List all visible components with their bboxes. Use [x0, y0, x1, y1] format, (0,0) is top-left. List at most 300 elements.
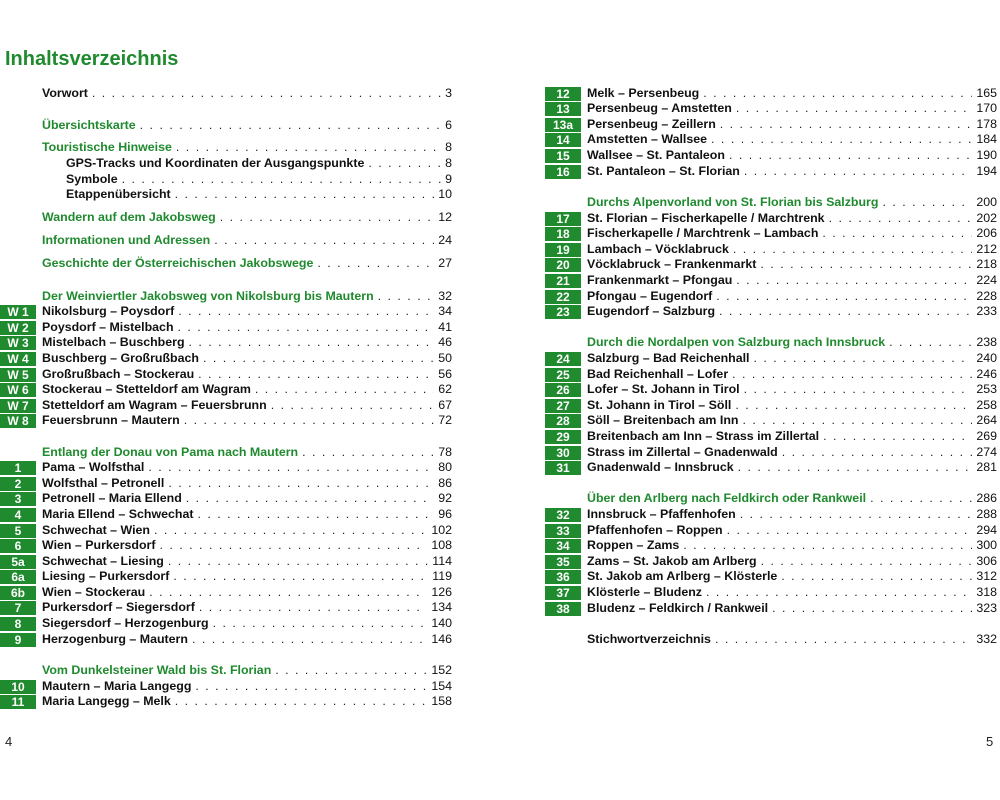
dot-leader	[889, 335, 972, 350]
toc-page-number: 78	[438, 445, 452, 459]
toc-entry	[0, 523, 452, 538]
dot-leader	[160, 538, 428, 553]
toc-page-number: 134	[431, 600, 452, 614]
dot-leader	[742, 413, 972, 428]
dot-leader	[271, 398, 435, 413]
toc-page-number: 218	[976, 257, 997, 271]
stage-number-badge: 19	[545, 243, 581, 257]
dot-leader	[192, 632, 427, 647]
stage-number-badge: 29	[545, 430, 581, 444]
stage-number-badge: 13	[545, 102, 581, 116]
dot-leader	[736, 273, 972, 288]
toc-page-number: 8	[445, 140, 452, 154]
stage-number-badge: 20	[545, 258, 581, 272]
toc-entry	[0, 304, 452, 319]
toc-page-number: 306	[976, 554, 997, 568]
toc-page-number: 6	[445, 118, 452, 132]
stage-number-badge: 12	[545, 87, 581, 101]
toc-entry	[0, 320, 452, 335]
toc-entry	[545, 507, 997, 522]
toc-page-number: 253	[976, 382, 997, 396]
stage-number-badge: 5	[0, 524, 36, 538]
dot-leader	[149, 585, 427, 600]
toc-entry-title: Klösterle – Bludenz	[587, 585, 702, 599]
stage-number-badge: 15	[545, 149, 581, 163]
dot-leader	[184, 413, 435, 428]
toc-entry-title: Maria Ellend – Schwechat	[42, 507, 194, 521]
stage-number-badge: 37	[545, 586, 581, 600]
dot-leader	[154, 523, 427, 538]
toc-entry	[545, 304, 997, 319]
dot-leader	[761, 554, 973, 569]
dot-leader	[744, 382, 973, 397]
dot-leader	[195, 679, 427, 694]
toc-page-number: 240	[976, 351, 997, 365]
toc-page-number: 10	[438, 187, 452, 201]
toc-entry	[545, 289, 997, 304]
toc-page-number: 224	[976, 273, 997, 287]
dot-leader	[176, 140, 441, 155]
stage-number-badge: 21	[545, 274, 581, 288]
stage-number-badge: W 5	[0, 368, 36, 382]
page-title: Inhaltsverzeichnis	[5, 48, 179, 70]
toc-entry-title: Bad Reichenhall – Lofer	[587, 367, 729, 381]
dot-leader	[829, 211, 973, 226]
stage-number-badge: 2	[0, 477, 36, 491]
dot-leader	[727, 523, 973, 538]
dot-leader	[378, 289, 435, 304]
dot-leader	[719, 304, 972, 319]
dot-leader	[870, 491, 972, 506]
toc-page-number: 332	[976, 632, 997, 646]
stage-number-badge: 10	[0, 680, 36, 694]
stage-number-badge: 34	[545, 539, 581, 553]
toc-section-title: Geschichte der Österreichischen Jakobswege	[42, 256, 314, 270]
toc-entry-title: Pfaffenhofen – Roppen	[587, 523, 723, 537]
toc-entry-title: Wolfsthal – Petronell	[42, 476, 165, 490]
toc-page-number: 178	[976, 117, 997, 131]
toc-entry-title: Schwechat – Liesing	[42, 554, 164, 568]
toc-entry	[545, 491, 997, 506]
toc-section-title: Vom Dunkelsteiner Wald bis St. Florian	[42, 663, 272, 677]
dot-leader	[822, 226, 972, 241]
toc-entry-title: Frankenmarkt – Pfongau	[587, 273, 733, 287]
stage-number-badge: W 4	[0, 352, 36, 366]
dot-leader	[720, 117, 973, 132]
stage-number-badge: 1	[0, 461, 36, 475]
toc-entry	[545, 367, 997, 382]
toc-page-number: 323	[976, 601, 997, 615]
dot-leader	[706, 585, 972, 600]
stage-number-badge: 9	[0, 633, 36, 647]
toc-entry-title: Stichwortverzeichnis	[587, 632, 711, 646]
toc-page-number: 12	[438, 210, 452, 224]
toc-entry-title: GPS-Tracks und Koordinaten der Ausgangspunkte	[66, 156, 365, 170]
dot-leader	[715, 632, 972, 647]
toc-page-number: 3	[445, 86, 452, 100]
toc-page-number: 96	[438, 507, 452, 521]
toc-entry	[0, 398, 452, 413]
toc-entry	[545, 335, 997, 350]
stage-number-badge: 25	[545, 368, 581, 382]
toc-page-number: 102	[431, 523, 452, 537]
toc-entry-title: Söll – Breitenbach am Inn	[587, 413, 739, 427]
dot-leader	[173, 569, 428, 584]
stage-number-badge: 7	[0, 601, 36, 615]
toc-entry	[0, 118, 452, 133]
toc-entry	[545, 601, 997, 616]
toc-page-number: 72	[438, 413, 452, 427]
toc-entry	[0, 632, 452, 647]
toc-page-number: 114	[432, 554, 452, 568]
toc-page-number: 170	[976, 101, 997, 115]
dot-leader	[220, 210, 434, 225]
stage-number-badge: 4	[0, 508, 36, 522]
toc-section-title: Durch die Nordalpen von Salzburg nach Innsbruck	[587, 335, 886, 349]
toc-entry	[545, 632, 997, 647]
toc-page-number: 269	[976, 429, 997, 443]
toc-entry	[0, 382, 452, 397]
toc-entry	[545, 429, 997, 444]
stage-number-badge: 6	[0, 539, 36, 553]
toc-entry	[545, 554, 997, 569]
toc-entry-title: Wallsee – St. Pantaleon	[587, 148, 725, 162]
toc-entry-title: St. Florian – Fischerkapelle / Marchtrenk	[587, 211, 825, 225]
toc-page-number: 238	[976, 335, 997, 349]
toc-entry	[545, 117, 997, 132]
toc-page-number: 62	[438, 382, 452, 396]
toc-section-title: Touristische Hinweise	[42, 140, 172, 154]
dot-leader	[823, 429, 972, 444]
stage-number-badge: W 1	[0, 305, 36, 319]
toc-entry-title: Mistelbach – Buschberg	[42, 335, 185, 349]
toc-entry-title: St. Pantaleon – St. Florian	[587, 164, 740, 178]
toc-entry-title: Roppen – Zams	[587, 538, 680, 552]
toc-entry	[0, 679, 452, 694]
toc-page-number: 184	[976, 132, 997, 146]
toc-page-number: 274	[976, 445, 997, 459]
toc-entry	[0, 335, 452, 350]
toc-entry	[0, 86, 452, 101]
toc-entry-title: Lambach – Vöcklabruck	[587, 242, 729, 256]
dot-leader	[186, 491, 434, 506]
stage-number-badge: 23	[545, 305, 581, 319]
dot-leader	[703, 86, 972, 101]
dot-leader	[255, 382, 434, 397]
dot-leader	[214, 233, 434, 248]
dot-leader	[711, 132, 972, 147]
toc-section-title: Entlang der Donau von Pama nach Mautern	[42, 445, 299, 459]
toc-entry	[545, 226, 997, 241]
toc-entry	[0, 554, 452, 569]
toc-entry	[0, 156, 452, 171]
dot-leader	[178, 320, 435, 335]
toc-entry	[545, 538, 997, 553]
toc-page-number: 146	[431, 632, 452, 646]
toc-page-number: 27	[438, 256, 452, 270]
toc-page-number: 140	[431, 616, 452, 630]
toc-section-title: Übersichtskarte	[42, 118, 136, 132]
toc-entry-title: Lofer – St. Johann in Tirol	[587, 382, 740, 396]
dot-leader	[203, 351, 434, 366]
toc-entry-title: Fischerkapelle / Marchtrenk – Lambach	[587, 226, 819, 240]
page-number-right: 5	[986, 734, 994, 749]
toc-page-number: 294	[976, 523, 997, 537]
toc-entry	[0, 507, 452, 522]
toc-page-number: 281	[976, 460, 997, 474]
toc-entry-title: Strass im Zillertal – Gnadenwald	[587, 445, 778, 459]
toc-entry-title: Wien – Stockerau	[42, 585, 146, 599]
toc-entry	[545, 257, 997, 272]
stage-number-badge: W 7	[0, 399, 36, 413]
toc-entry-title: Innsbruck – Pfaffenhofen	[587, 507, 736, 521]
stage-number-badge: 27	[545, 399, 581, 413]
toc-page-number: 264	[976, 413, 997, 427]
dot-leader	[882, 195, 972, 210]
dot-leader	[198, 367, 434, 382]
toc-page-number: 86	[438, 476, 452, 490]
dot-leader	[744, 164, 972, 179]
dot-leader	[740, 507, 973, 522]
dot-leader	[772, 601, 972, 616]
toc-page-number: 9	[445, 172, 452, 186]
dot-leader	[781, 569, 972, 584]
toc-page-number: 165	[976, 86, 997, 100]
toc-entry-title: Poysdorf – Mistelbach	[42, 320, 174, 334]
stage-number-badge: 30	[545, 446, 581, 460]
dot-leader	[317, 256, 434, 271]
toc-entry-title: Persenbeug – Amstetten	[587, 101, 732, 115]
toc-entry-title: Melk – Persenbeug	[587, 86, 700, 100]
toc-page-number: 80	[438, 460, 452, 474]
dot-leader	[140, 118, 441, 133]
toc-page-number: 228	[976, 289, 997, 303]
toc-entry-title: Zams – St. Jakob am Arlberg	[587, 554, 757, 568]
toc-page-number: 200	[976, 195, 997, 209]
stage-number-badge: 3	[0, 492, 36, 506]
toc-entry	[0, 663, 452, 678]
toc-entry	[545, 132, 997, 147]
toc-entry-title: Herzogenburg – Mautern	[42, 632, 188, 646]
toc-entry	[545, 398, 997, 413]
dot-leader	[189, 335, 435, 350]
toc-page-number: 34	[438, 304, 452, 318]
toc-entry	[0, 233, 452, 248]
toc-entry-title: Stockerau – Stetteldorf am Wagram	[42, 382, 251, 396]
toc-page-number: 233	[976, 304, 997, 318]
toc-page-number: 202	[976, 211, 997, 225]
dot-leader	[213, 616, 428, 631]
stage-number-badge: 14	[545, 133, 581, 147]
toc-entry	[545, 211, 997, 226]
toc-page-number: 32	[438, 289, 452, 303]
toc-entry	[0, 351, 452, 366]
dot-leader	[729, 148, 972, 163]
toc-page-number: 206	[976, 226, 997, 240]
toc-section-title: Über den Arlberg nach Feldkirch oder Rankweil	[587, 491, 867, 505]
toc-entry-title: Etappenübersicht	[66, 187, 171, 201]
dot-leader	[716, 289, 972, 304]
dot-leader	[175, 694, 428, 709]
toc-page-number: 126	[431, 585, 452, 599]
toc-page-number: 318	[976, 585, 997, 599]
toc-entry-title: Pfongau – Eugendorf	[587, 289, 713, 303]
toc-page-number: 312	[976, 569, 997, 583]
toc-entry-title: Feuersbrunn – Mautern	[42, 413, 180, 427]
toc-entry	[545, 569, 997, 584]
toc-entry	[0, 616, 452, 631]
toc-entry-title: St. Johann in Tirol – Söll	[587, 398, 732, 412]
dot-leader	[760, 257, 972, 272]
stage-number-badge: W 2	[0, 321, 36, 335]
toc-section-title: Der Weinviertler Jakobsweg von Nikolsburg bis Mautern	[42, 289, 374, 303]
toc-entry-title: Amstetten – Wallsee	[587, 132, 708, 146]
dot-leader	[754, 351, 973, 366]
toc-entry	[0, 585, 452, 600]
toc-entry	[0, 367, 452, 382]
stage-number-badge: 33	[545, 524, 581, 538]
stage-number-badge: 36	[545, 570, 581, 584]
toc-entry-title: Liesing – Purkersdorf	[42, 569, 170, 583]
stage-number-badge: W 3	[0, 336, 36, 350]
toc-page-number: 24	[438, 233, 452, 247]
stage-number-badge: 8	[0, 617, 36, 631]
toc-entry	[545, 382, 997, 397]
toc-entry	[0, 140, 452, 155]
toc-entry-title: Symbole	[66, 172, 118, 186]
toc-page-number: 288	[976, 507, 997, 521]
stage-number-badge: 35	[545, 555, 581, 569]
toc-entry-title: Wien – Purkersdorf	[42, 538, 156, 552]
toc-entry-title: Gnadenwald – Innsbruck	[587, 460, 734, 474]
toc-page-number: 92	[438, 491, 452, 505]
dot-leader	[733, 242, 972, 257]
toc-entry	[545, 523, 997, 538]
toc-page-number: 56	[438, 367, 452, 381]
dot-leader	[302, 445, 434, 460]
toc-page-number: 67	[438, 398, 452, 412]
toc-page-number: 300	[976, 538, 997, 552]
toc-entry	[545, 101, 997, 116]
stage-number-badge: 18	[545, 227, 581, 241]
stage-number-badge: 38	[545, 602, 581, 616]
toc-page-number: 158	[431, 694, 452, 708]
dot-leader	[732, 367, 972, 382]
toc-page-number: 246	[976, 367, 997, 381]
toc-entry-title: Großrußbach – Stockerau	[42, 367, 195, 381]
dot-leader	[178, 304, 434, 319]
toc-entry-title: Mautern – Maria Langegg	[42, 679, 192, 693]
page-number-left: 4	[5, 734, 13, 749]
toc-entry-title: Schwechat – Wien	[42, 523, 150, 537]
toc-entry	[545, 351, 997, 366]
toc-page-number: 50	[438, 351, 452, 365]
toc-entry	[0, 476, 452, 491]
dot-leader	[92, 86, 441, 101]
toc-entry-title: Vöcklabruck – Frankenmarkt	[587, 257, 757, 271]
dot-leader	[735, 398, 972, 413]
toc-entry-title: Salzburg – Bad Reichenhall	[587, 351, 750, 365]
toc-entry	[545, 273, 997, 288]
toc-page-number: 194	[976, 164, 997, 178]
stage-number-badge: 11	[0, 695, 36, 709]
toc-entry	[545, 195, 997, 210]
toc-entry-title: Buschberg – Großrußbach	[42, 351, 199, 365]
toc-entry	[0, 413, 452, 428]
stage-number-badge: 17	[545, 212, 581, 226]
toc-entry-title: Purkersdorf – Siegersdorf	[42, 600, 195, 614]
stage-number-badge: 26	[545, 383, 581, 397]
dot-leader	[122, 172, 441, 187]
toc-entry-title: Stetteldorf am Wagram – Feuersbrunn	[42, 398, 267, 412]
toc-entry	[0, 172, 452, 187]
dot-leader	[148, 460, 434, 475]
dot-leader	[683, 538, 972, 553]
dot-leader	[175, 187, 435, 202]
toc-page-number: 286	[976, 491, 997, 505]
toc-entry	[0, 460, 452, 475]
toc-entry-title: Bludenz – Feldkirch / Rankweil	[587, 601, 769, 615]
toc-entry-title: Maria Langegg – Melk	[42, 694, 171, 708]
stage-number-badge: W 8	[0, 414, 36, 428]
dot-leader	[275, 663, 427, 678]
toc-entry	[0, 694, 452, 709]
stage-number-badge: 16	[545, 165, 581, 179]
toc-page-number: 41	[438, 320, 452, 334]
toc-entry	[0, 187, 452, 202]
toc-entry-title: Vorwort	[42, 86, 88, 100]
dot-leader	[198, 507, 435, 522]
toc-entry	[0, 289, 452, 304]
stage-number-badge: 32	[545, 508, 581, 522]
toc-entry	[545, 413, 997, 428]
toc-section-title: Informationen und Adressen	[42, 233, 211, 247]
stage-number-badge: 28	[545, 414, 581, 428]
dot-leader	[168, 476, 434, 491]
dot-leader	[736, 101, 972, 116]
stage-number-badge: 22	[545, 290, 581, 304]
toc-entry-title: Breitenbach am Inn – Strass im Zillertal	[587, 429, 820, 443]
toc-entry-title: Petronell – Maria Ellend	[42, 491, 182, 505]
toc-entry	[545, 86, 997, 101]
toc-page-number: 152	[431, 663, 452, 677]
toc-entry	[0, 538, 452, 553]
dot-leader	[199, 600, 427, 615]
toc-entry	[0, 600, 452, 615]
toc-entry-title: Pama – Wolfsthal	[42, 460, 145, 474]
toc-entry	[0, 569, 452, 584]
toc-page-number: 190	[976, 148, 997, 162]
toc-entry	[0, 256, 452, 271]
dot-leader	[738, 460, 973, 475]
toc-entry	[0, 491, 452, 506]
toc-entry	[545, 445, 997, 460]
toc-entry	[0, 210, 452, 225]
toc-page-number: 108	[431, 538, 452, 552]
toc-page-number: 154	[431, 679, 452, 693]
stage-number-badge: 6b	[0, 586, 36, 600]
dot-leader	[368, 156, 441, 171]
toc-section-title: Durchs Alpenvorland von St. Florian bis Salzburg	[587, 195, 879, 209]
stage-number-badge: W 6	[0, 383, 36, 397]
dot-leader	[782, 445, 973, 460]
toc-page-number: 8	[445, 156, 452, 170]
toc-section-title: Wandern auf dem Jakobsweg	[42, 210, 216, 224]
toc-entry-title: Nikolsburg – Poysdorf	[42, 304, 175, 318]
stage-number-badge: 13a	[545, 118, 581, 132]
dot-leader	[168, 554, 428, 569]
toc-entry-title: Siegersdorf – Herzogenburg	[42, 616, 209, 630]
